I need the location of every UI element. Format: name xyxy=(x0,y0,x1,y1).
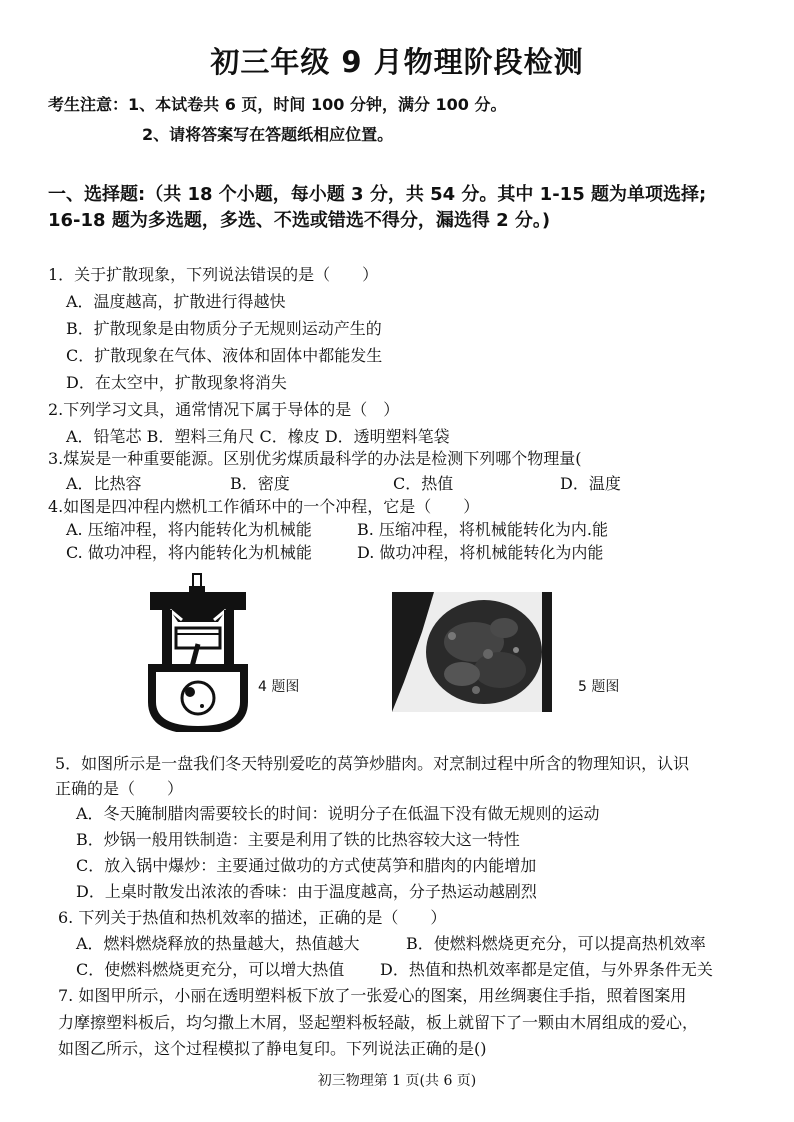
section-heading-line-2: 16-18 题为多选题，多选、不选或错选不得分，漏选得 2 分。) xyxy=(48,210,551,231)
q1-option-d: D．在太空中，扩散现象将消失 xyxy=(66,373,287,392)
q7-line-3: 如图乙所示，这个过程模拟了静电复印。下列说法正确的是() xyxy=(58,1039,487,1058)
fig5-caption: 5 题图 xyxy=(578,679,620,695)
q6-option-a: A．燃料燃烧释放的热量越大，热值越大 xyxy=(76,934,360,953)
q1-option-c: C．扩散现象在气体、液体和固体中都能发生 xyxy=(66,346,383,365)
q6-option-d: D．热值和热机效率都是定值，与外界条件无关 xyxy=(380,960,713,979)
q4-option-a: A. 压缩冲程，将内能转化为机械能 xyxy=(66,520,312,539)
q6-stem: 6. 下列关于热值和热机效率的描述，正确的是（ ） xyxy=(58,908,447,927)
notice-line-2: 2、请将答案写在答题纸相应位置。 xyxy=(142,125,394,144)
q7-line-1: 7. 如图甲所示，小丽在透明塑料板下放了一张爱心的图案，用丝绸裹住手指，照着图案用 xyxy=(58,986,687,1005)
page-footer: 初三物理第 1 页(共 6 页) xyxy=(317,1073,477,1089)
q5-option-c: C．放入锅中爆炒：主要通过做功的方式使莴笋和腊肉的内能增加 xyxy=(76,856,537,875)
q6-option-b: B．使燃料燃烧更充分，可以提高热机效率 xyxy=(406,934,706,953)
q2-options: A．铅笔芯 B．塑料三角尺 C．橡皮 D．透明塑料笔袋 xyxy=(66,427,450,446)
q4-option-d: D. 做功冲程，将机械能转化为内能 xyxy=(357,543,604,562)
q6-option-c: C．使燃料燃烧更充分，可以增大热值 xyxy=(76,960,345,979)
q4-option-c: C. 做功冲程，将内能转化为机械能 xyxy=(66,543,312,562)
q4-stem: 4.如图是四冲程内燃机工作循环中的一个冲程，它是（ ） xyxy=(48,497,480,516)
q7-line-2: 力摩擦塑料板后，均匀撒上木屑，竖起塑料板轻敲，板上就留下了一颗由木屑组成的爱心， xyxy=(58,1013,699,1032)
q1-option-b: B．扩散现象是由物质分子无规则运动产生的 xyxy=(66,319,382,338)
fig4-caption: 4 题图 xyxy=(258,679,300,695)
q3-stem: 3.煤炭是一种重要能源。区别优劣煤质最科学的办法是检测下列哪个物理量( xyxy=(48,449,582,468)
q1-stem: 1．关于扩散现象，下列说法错误的是（ ） xyxy=(48,265,379,284)
q5-option-d: D．上桌时散发出浓浓的香味：由于温度越高，分子热运动越剧烈 xyxy=(76,882,537,901)
notice-line-1 xyxy=(48,92,507,115)
q1-option-a: A．温度越高，扩散进行得越快 xyxy=(66,292,286,311)
section-heading-line-1: 一、选择题:（共 18 个小题，每小题 3 分，共 54 分。其中 1-15 题为单项选择; xyxy=(48,184,707,205)
q3-option-a: A．比热容 xyxy=(66,474,142,493)
q5-stem-line-2: 正确的是（ ） xyxy=(55,779,184,798)
q5-option-b: B．炒锅一般用铁制造：主要是利用了铁的比热容较大这一特性 xyxy=(76,830,520,849)
q5-option-a: A．冬天腌制腊肉需要较长的时间：说明分子在低温下没有做无规则的运动 xyxy=(76,804,600,823)
q3-option-c: C．热值 xyxy=(393,474,454,493)
q4-option-b: B. 压缩冲程，将机械能转化为内.能 xyxy=(357,520,609,539)
exam-title: 初三年级 9 月物理阶段检测 xyxy=(210,45,584,79)
q2-stem: 2.下列学习文具，通常情况下属于导体的是（ ） xyxy=(48,400,400,419)
notice-text-1: 1、本试卷共 6 页，时间 100 分钟，满分 100 分。 xyxy=(128,95,507,114)
notice-label: 考生注意： xyxy=(48,95,129,114)
engine-diagram xyxy=(148,572,248,732)
q5-stem-line-1: 5．如图所示是一盘我们冬天特别爱吃的莴笋炒腊肉。对烹制过程中所含的物理知识，认识 xyxy=(55,754,690,773)
q3-option-b: B．密度 xyxy=(230,474,290,493)
dish-photo xyxy=(392,592,552,712)
q3-option-d: D．温度 xyxy=(560,474,621,493)
